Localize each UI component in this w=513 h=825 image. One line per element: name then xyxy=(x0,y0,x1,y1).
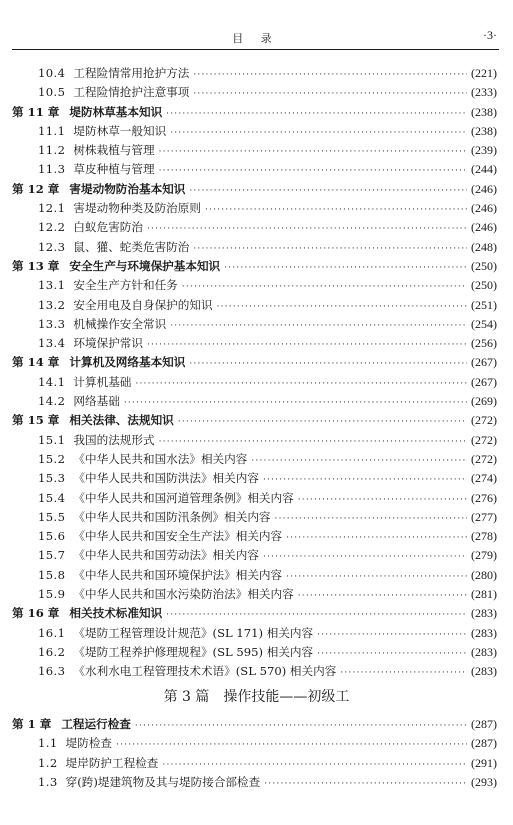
dot-leader xyxy=(170,124,467,143)
toc-entry-title: 安全生产方针和任务 xyxy=(73,278,178,293)
toc-section-entry[interactable] xyxy=(0,122,513,141)
toc-entry-title: 穿(跨)堤建筑物及其与堤防接合部检查 xyxy=(65,774,261,789)
toc-chapter-entry[interactable] xyxy=(0,180,513,199)
part-heading: 第 3 篇 操作技能——初级工 xyxy=(163,689,350,705)
toc-entry-page: (293) xyxy=(471,774,497,789)
toc-entry-title: 《中华人民共和国防汛条例》相关内容 xyxy=(73,509,271,524)
toc-entry-number: 第 1 章 xyxy=(12,717,52,731)
dot-leader xyxy=(263,548,467,567)
toc-entry-page: (291) xyxy=(471,755,497,770)
toc-chapter-entry[interactable] xyxy=(0,103,513,122)
toc-entry-page: (283) xyxy=(471,664,497,679)
dot-leader xyxy=(286,529,467,548)
toc-entry-page: (254) xyxy=(471,316,497,331)
toc-section-entry[interactable] xyxy=(0,431,513,450)
toc-entry-title: 我国的法规形式 xyxy=(73,432,155,447)
toc-section-entry[interactable] xyxy=(0,296,513,315)
dot-leader xyxy=(189,182,467,201)
toc-entry-number: 第 15 章 xyxy=(12,413,60,428)
dot-leader xyxy=(147,336,467,355)
toc-entry-title: 鼠、獾、蛇类危害防治 xyxy=(73,239,190,254)
toc-entry-page: (278) xyxy=(471,529,497,544)
toc-entry-title: 草皮种植与管理 xyxy=(73,162,155,177)
toc-entry-number: 14.1 xyxy=(38,374,66,389)
toc-section-entry[interactable] xyxy=(0,238,513,257)
toc-entry-title: 害堤动物种类及防治原则 xyxy=(73,201,201,216)
dot-leader xyxy=(298,587,467,606)
toc-entry-number: 16.3 xyxy=(38,664,66,679)
toc-entry-number: 13.2 xyxy=(38,297,66,312)
dot-leader xyxy=(193,85,467,104)
toc-entry-number: 1.3 xyxy=(38,774,58,789)
toc-entry-page: (250) xyxy=(471,278,497,293)
toc-entry-title: 堤防检查 xyxy=(65,736,113,751)
toc-entry-title: 《水利水电工程管理技术术语》(SL 570) 相关内容 xyxy=(73,664,337,679)
toc-entry-page: (283) xyxy=(471,625,497,640)
toc-section-entry[interactable] xyxy=(0,546,513,565)
toc-section-entry[interactable] xyxy=(0,734,513,753)
toc-entry-title: 安全用电及自身保护的知识 xyxy=(73,297,213,312)
toc-entry-number: 1.1 xyxy=(38,736,58,751)
toc-section-entry[interactable] xyxy=(0,450,513,469)
toc-entry-number: 15.3 xyxy=(38,471,66,486)
toc-section-entry[interactable] xyxy=(0,489,513,508)
dot-leader xyxy=(264,775,467,794)
toc-entry-number: 第 14 章 xyxy=(12,355,60,370)
toc-entry-number: 16.1 xyxy=(38,625,66,640)
toc-entry-title: 《中华人民共和国河道管理条例》相关内容 xyxy=(73,490,294,505)
dot-leader xyxy=(317,645,467,664)
toc-entry-title: 安全生产与环境保护基本知识 xyxy=(69,258,221,273)
toc-entry-number: 15.7 xyxy=(38,548,66,563)
toc-entry-page: (267) xyxy=(471,374,497,389)
toc-entry-page: (287) xyxy=(471,736,497,751)
dot-leader xyxy=(340,664,467,683)
toc-entry-number: 第 16 章 xyxy=(12,606,60,621)
dot-leader xyxy=(135,717,467,736)
toc-entry-page: (274) xyxy=(471,471,497,486)
toc-chapter-entry[interactable] xyxy=(0,715,513,734)
toc-entry-title: 堤岸防护工程检查 xyxy=(65,755,159,770)
toc-entry-title: 白蚁危害防治 xyxy=(73,220,143,235)
dot-leader xyxy=(159,162,467,181)
toc-entry-title: 《中华人民共和国安全生产法》相关内容 xyxy=(73,529,283,544)
toc-entry-page: (248) xyxy=(471,239,497,254)
toc-entry-page: (246) xyxy=(471,181,497,196)
toc-entry-title: 网络基础 xyxy=(73,394,120,409)
toc-entry-page: (269) xyxy=(471,394,497,409)
toc-entry-number: 1.2 xyxy=(38,755,58,770)
toc-entry-number: 13.1 xyxy=(38,278,66,293)
toc-section-entry[interactable] xyxy=(0,160,513,179)
toc-section-entry[interactable] xyxy=(0,141,513,160)
toc-section-entry[interactable] xyxy=(0,199,513,218)
toc-entry-number: 11.3 xyxy=(38,162,66,177)
toc-entry-page: (280) xyxy=(471,567,497,582)
toc-entry-page: (283) xyxy=(471,644,497,659)
toc-entry-number: 15.1 xyxy=(38,432,66,447)
toc-chapter-entry[interactable] xyxy=(0,257,513,276)
toc-section-entry[interactable] xyxy=(0,643,513,662)
toc-section-entry[interactable] xyxy=(0,754,513,773)
toc-entry-title: 《中华人民共和国环境保护法》相关内容 xyxy=(73,567,283,582)
toc-entry-title: 《堤防工程管理设计规范》(SL 171) 相关内容 xyxy=(73,625,314,640)
toc-entry-page: (246) xyxy=(471,220,497,235)
toc-entry-page: (272) xyxy=(471,432,497,447)
toc-section-entry[interactable] xyxy=(0,773,513,792)
toc-entry-number: 11.2 xyxy=(38,143,66,158)
dot-leader xyxy=(147,220,467,239)
toc-section-entry[interactable] xyxy=(0,662,513,681)
toc-section-entry[interactable] xyxy=(0,469,513,488)
toc-entry-title: 《中华人民共和国水污染防治法》相关内容 xyxy=(73,587,294,602)
toc-entry-title: 堤防林草基本知识 xyxy=(69,104,163,119)
toc-entry-page: (233) xyxy=(471,85,497,100)
toc-entry-number: 14.2 xyxy=(38,394,66,409)
toc-entry-page: (239) xyxy=(471,143,497,158)
dot-leader xyxy=(170,317,467,336)
toc-entry-page: (244) xyxy=(471,162,497,177)
dot-leader xyxy=(189,355,467,374)
toc-entry-number: 15.2 xyxy=(38,451,66,466)
dot-leader xyxy=(217,298,467,317)
toc-entry-page: (272) xyxy=(471,451,497,466)
toc-section-entry[interactable] xyxy=(0,83,513,102)
dot-leader xyxy=(178,413,467,432)
toc-chapter-entry[interactable] xyxy=(0,353,513,372)
dot-leader xyxy=(182,278,467,297)
dot-leader xyxy=(275,510,467,529)
dot-leader xyxy=(286,568,467,587)
toc-entry-page: (283) xyxy=(471,606,497,621)
toc-section-entry[interactable] xyxy=(0,392,513,411)
toc-entry-title: 环境保护常识 xyxy=(73,336,143,351)
toc-entry-page: (238) xyxy=(471,123,497,138)
toc-chapter-entry[interactable] xyxy=(0,411,513,430)
dot-leader xyxy=(124,394,467,413)
toc-entry-title: 害堤动物防治基本知识 xyxy=(69,181,186,196)
toc-section-entry[interactable] xyxy=(0,315,513,334)
toc-entry-number: 第 13 章 xyxy=(12,258,60,273)
toc-entry-page: (281) xyxy=(471,587,497,602)
toc-entry-page: (276) xyxy=(471,490,497,505)
dot-leader xyxy=(116,736,467,755)
toc-entry-page: (272) xyxy=(471,413,497,428)
toc-entry-title: 树株栽植与管理 xyxy=(73,143,155,158)
page-number: ·3· xyxy=(483,28,497,42)
toc-entry-title: 相关法律、法规知识 xyxy=(69,413,174,428)
dot-leader xyxy=(205,201,467,220)
toc-entry-page: (221) xyxy=(471,66,497,80)
toc-entry-number: 第 12 章 xyxy=(12,181,60,196)
toc-entry-title: 工程运行检查 xyxy=(61,717,131,731)
toc-entry-page: (238) xyxy=(471,104,497,119)
toc-entry-number: 12.2 xyxy=(38,220,66,235)
toc-entry-title: 堤防林草一般知识 xyxy=(73,123,167,138)
dot-leader xyxy=(193,240,467,259)
toc-section-entry[interactable] xyxy=(0,218,513,237)
toc-section-entry[interactable] xyxy=(0,585,513,604)
toc-entry-number: 10.4 xyxy=(38,66,66,80)
toc-section-entry[interactable] xyxy=(0,334,513,353)
table-of-contents-part-3 xyxy=(0,715,513,792)
toc-entry-title: 计算机基础 xyxy=(73,374,132,389)
toc-entry-page: (246) xyxy=(471,201,497,216)
toc-entry-title: 相关技术标准知识 xyxy=(69,606,163,621)
toc-entry-number: 13.3 xyxy=(38,316,66,331)
toc-section-entry[interactable] xyxy=(0,276,513,295)
dot-leader xyxy=(317,626,467,645)
toc-entry-page: (251) xyxy=(471,297,497,312)
toc-entry-number: 12.3 xyxy=(38,239,66,254)
toc-entry-title: 《中华人民共和国防洪法》相关内容 xyxy=(73,471,259,486)
toc-entry-number: 16.2 xyxy=(38,644,66,659)
dot-leader xyxy=(135,375,467,394)
toc-section-entry[interactable] xyxy=(0,566,513,585)
header-title: 目 录 xyxy=(232,32,279,45)
toc-entry-page: (256) xyxy=(471,336,497,351)
toc-entry-title: 机械操作安全常识 xyxy=(73,316,167,331)
table-of-contents xyxy=(0,64,513,682)
toc-entry-title: 计算机及网络基本知识 xyxy=(69,355,186,370)
toc-entry-number: 15.9 xyxy=(38,587,66,602)
header-rule xyxy=(12,49,499,50)
toc-entry-title: 《堤防工程养护修理规程》(SL 595) 相关内容 xyxy=(73,644,314,659)
toc-entry-title: 《中华人民共和国水法》相关内容 xyxy=(73,451,248,466)
toc-section-entry[interactable] xyxy=(0,527,513,546)
toc-entry-title: 工程险情常用抢护方法 xyxy=(73,66,190,80)
toc-entry-number: 15.4 xyxy=(38,490,66,505)
running-header xyxy=(12,28,499,46)
toc-entry-page: (279) xyxy=(471,548,497,563)
toc-entry-number: 13.4 xyxy=(38,336,66,351)
toc-section-entry[interactable] xyxy=(0,508,513,527)
toc-entry-title: 工程险情抢护注意事项 xyxy=(73,85,190,100)
dot-leader xyxy=(159,143,467,162)
toc-entry-number: 15.5 xyxy=(38,509,66,524)
toc-section-entry[interactable] xyxy=(0,64,513,83)
toc-chapter-entry[interactable] xyxy=(0,604,513,623)
dot-leader xyxy=(166,105,467,124)
toc-entry-number: 15.8 xyxy=(38,567,66,582)
toc-entry-page: (277) xyxy=(471,509,497,524)
toc-section-entry[interactable] xyxy=(0,624,513,643)
dot-leader xyxy=(251,452,467,471)
toc-entry-page: (250) xyxy=(471,258,497,273)
toc-entry-page: (287) xyxy=(471,717,497,731)
toc-entry-number: 10.5 xyxy=(38,85,66,100)
toc-entry-number: 12.1 xyxy=(38,201,66,216)
toc-entry-number: 15.6 xyxy=(38,529,66,544)
dot-leader xyxy=(193,66,467,85)
toc-section-entry[interactable] xyxy=(0,373,513,392)
toc-entry-number: 第 11 章 xyxy=(12,104,60,119)
dot-leader xyxy=(298,491,467,510)
dot-leader xyxy=(224,259,467,278)
toc-entry-number: 11.1 xyxy=(38,123,66,138)
toc-entry-page: (267) xyxy=(471,355,497,370)
toc-entry-title: 《中华人民共和国劳动法》相关内容 xyxy=(73,548,259,563)
